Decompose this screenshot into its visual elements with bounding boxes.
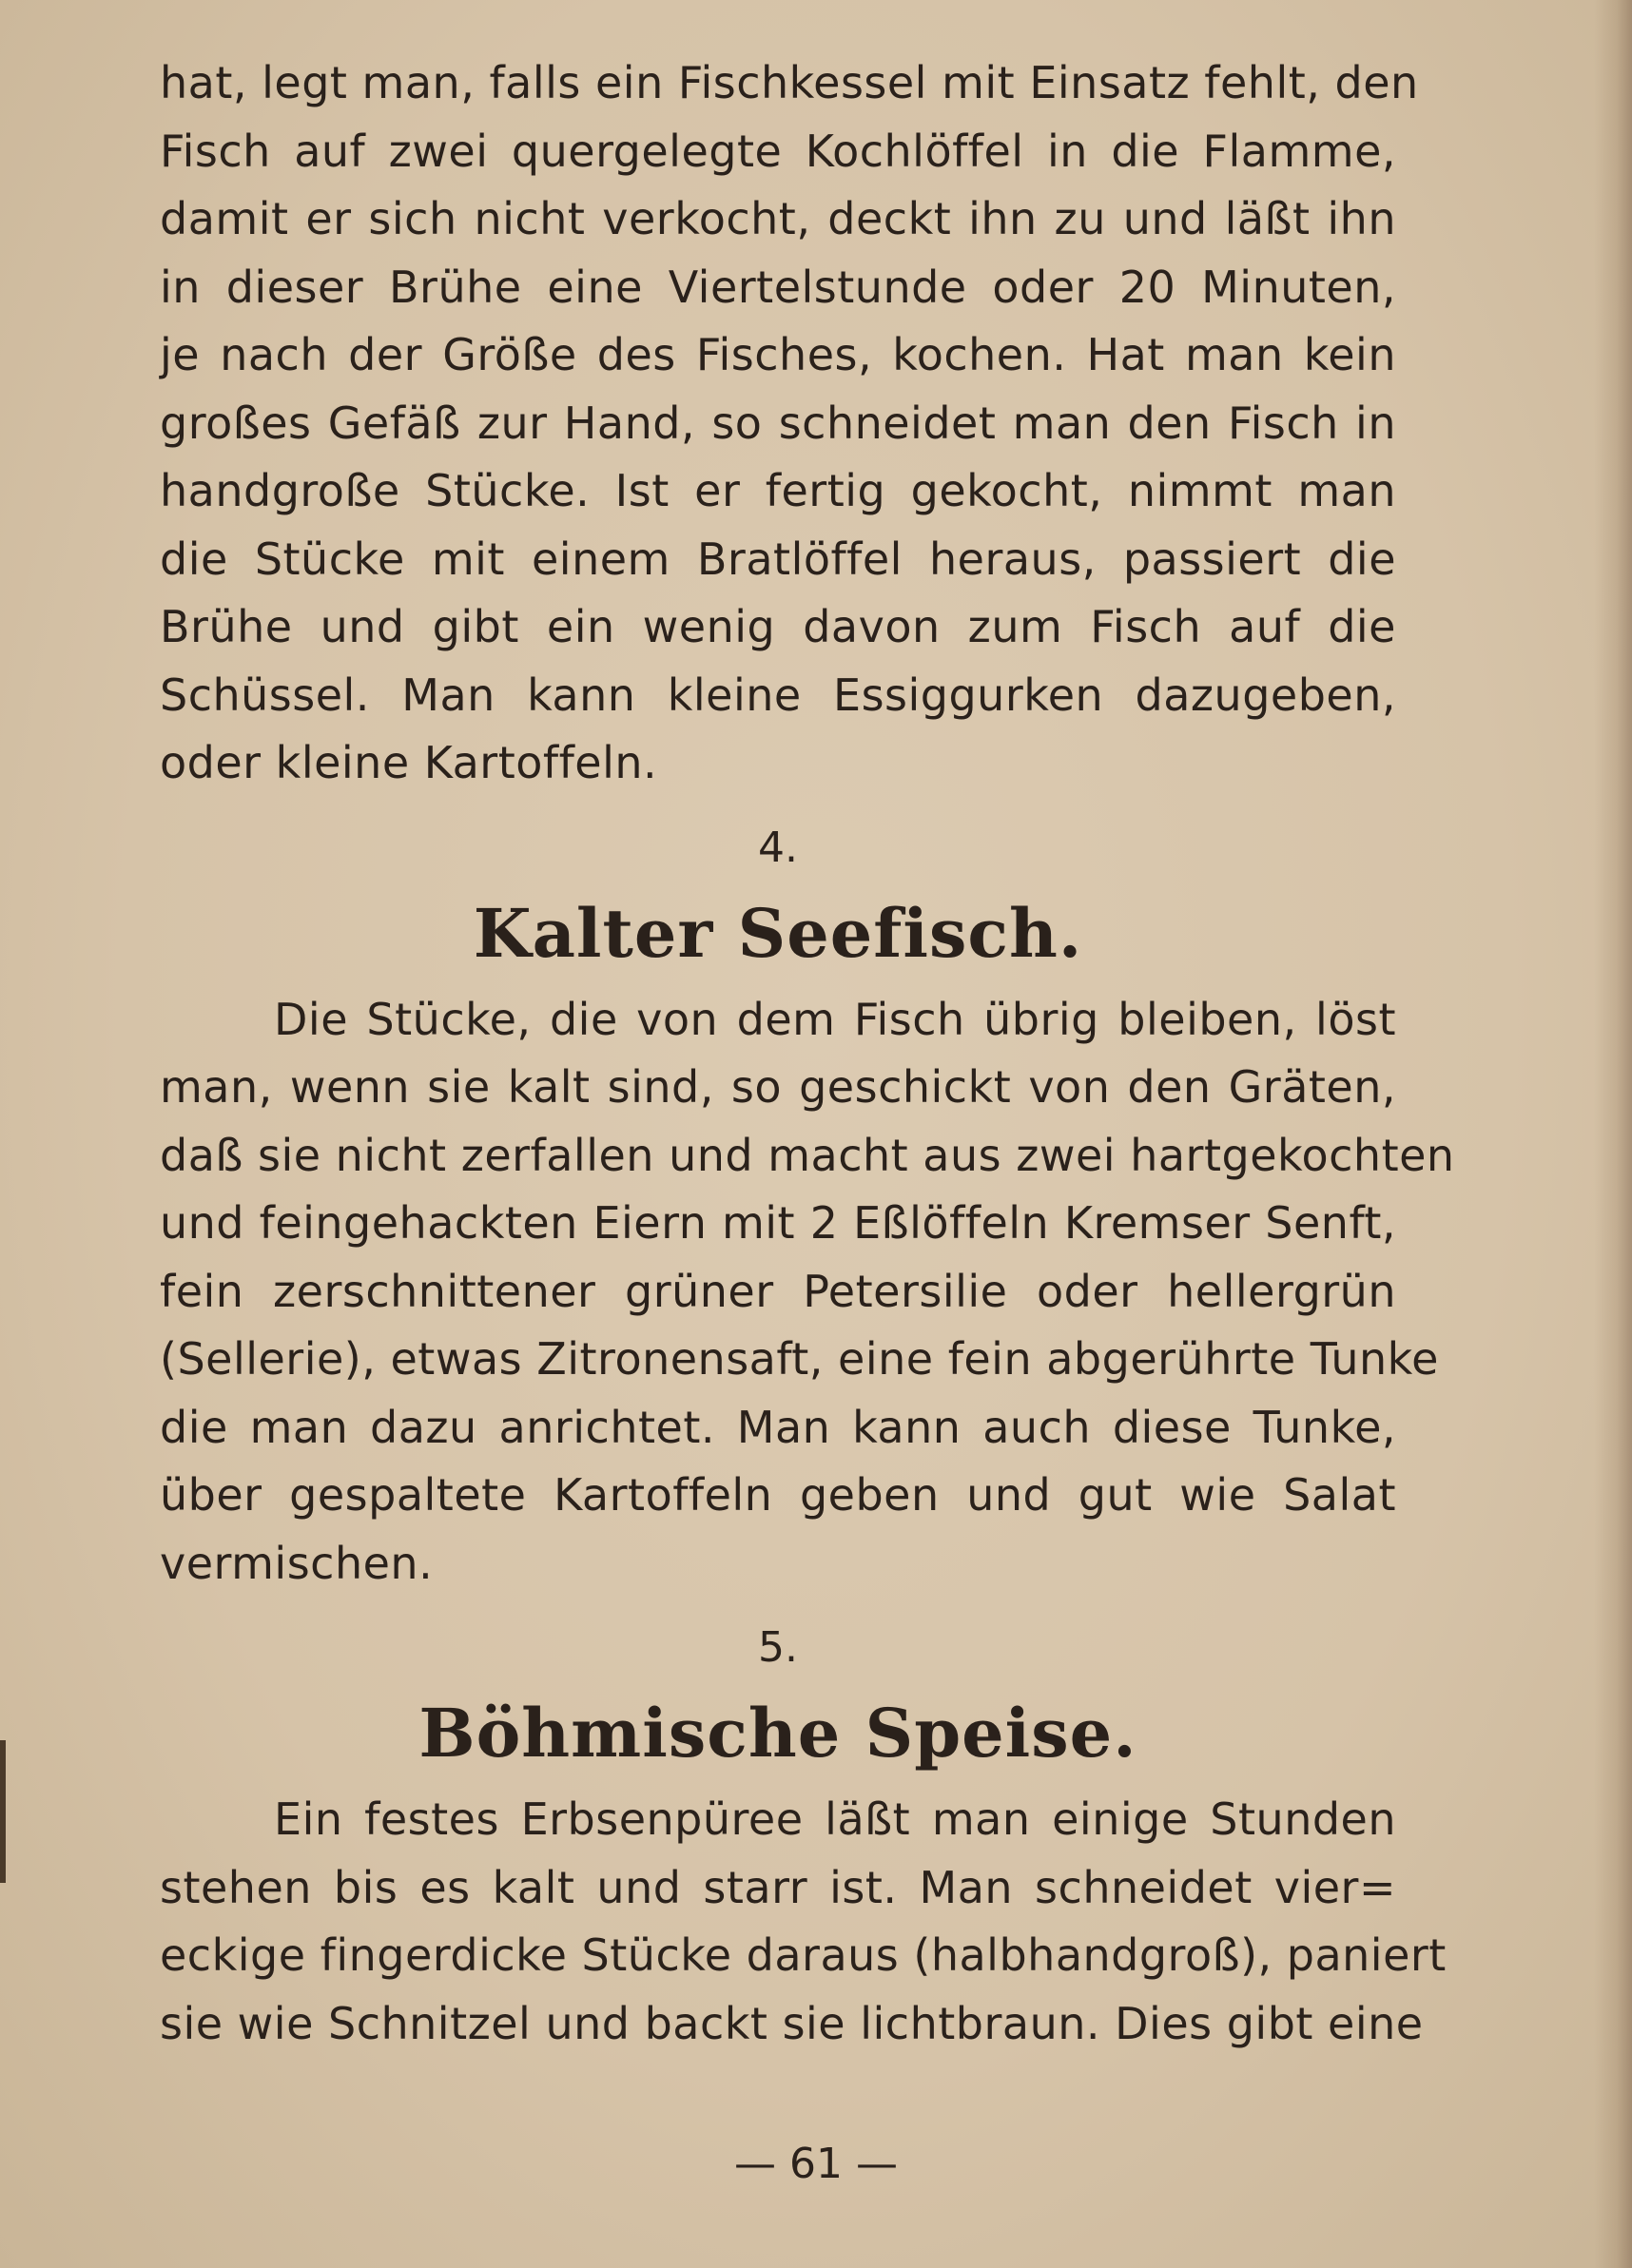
recipe5-paragraph	[160, 1786, 1447, 2058]
text-line: Fisch auf zwei quergelegte Kochlöffel in die Flamme,	[160, 125, 1396, 177]
text-line: daß sie nicht zerfallen und macht aus zwei hartgekochten	[160, 1129, 1455, 1181]
recipe-title-kalter-seefisch: Kalter Seefisch.	[473, 893, 1083, 973]
text-line: damit er sich nicht verkocht, deckt ihn zu und läßt ihn	[160, 193, 1396, 244]
text-line: vermischen.	[160, 1537, 434, 1589]
recipe-number-4: 4.	[758, 823, 798, 872]
text-line: die Stücke mit einem Bratlöffel heraus, passiert die	[160, 533, 1396, 585]
text-line: stehen bis es kalt und starr ist. Man schneidet vier=	[160, 1861, 1396, 1913]
text-line: Die Stücke, die von dem Fisch übrig bleiben, löst	[274, 993, 1396, 1045]
text-line: hat, legt man, falls ein Fischkessel mit Einsatz fehlt, den	[160, 57, 1419, 108]
recipe-number-5: 5.	[758, 1623, 798, 1672]
text-line: Brühe und gibt ein wenig davon zum Fisch auf die	[160, 601, 1396, 652]
binding-mark	[0, 1740, 6, 1883]
text-line: handgroße Stücke. Ist er fertig gekocht, nimmt man	[160, 465, 1396, 516]
text-line: Ein festes Erbsenpüree läßt man einige Stunden	[274, 1793, 1396, 1845]
page-number: — 61 —	[734, 2140, 898, 2188]
recipe-title-boehmische-speise: Böhmische Speise.	[418, 1694, 1137, 1773]
text-line: Schüssel. Man kann kleine Essiggurken dazugeben,	[160, 669, 1396, 721]
text-line: über gespaltete Kartoffeln geben und gut wie Salat	[160, 1469, 1396, 1521]
text-line: großes Gefäß zur Hand, so schneidet man den Fisch in	[160, 397, 1396, 449]
text-line: man, wenn sie kalt sind, so geschickt von den Gräten,	[160, 1061, 1396, 1113]
intro-paragraph	[160, 49, 1419, 798]
text-line: (Sellerie), etwas Zitronensaft, eine fein abgerührte Tunke	[160, 1333, 1439, 1385]
text-line: und feingehackten Eiern mit 2 Eßlöffeln Kremser Senft,	[160, 1197, 1396, 1249]
text-line: in dieser Brühe eine Viertelstunde oder 20 Minuten,	[160, 261, 1396, 313]
page-edge-shadow	[1594, 0, 1632, 2268]
text-line: sie wie Schnitzel und backt sie lichtbraun. Dies gibt eine	[160, 1997, 1424, 2049]
text-line: oder kleine Kartoffeln.	[160, 737, 658, 788]
text-line: eckige fingerdicke Stücke daraus (halbhandgroß), paniert	[160, 1929, 1447, 1981]
text-line: die man dazu anrichtet. Man kann auch diese Tunke,	[160, 1401, 1396, 1453]
page-content	[160, 49, 1455, 2058]
text-line: fein zerschnittener grüner Petersilie oder hellergrün	[160, 1265, 1396, 1317]
text-line: je nach der Größe des Fisches, kochen. Hat man kein	[160, 329, 1396, 380]
recipe4-paragraph	[160, 986, 1455, 1599]
